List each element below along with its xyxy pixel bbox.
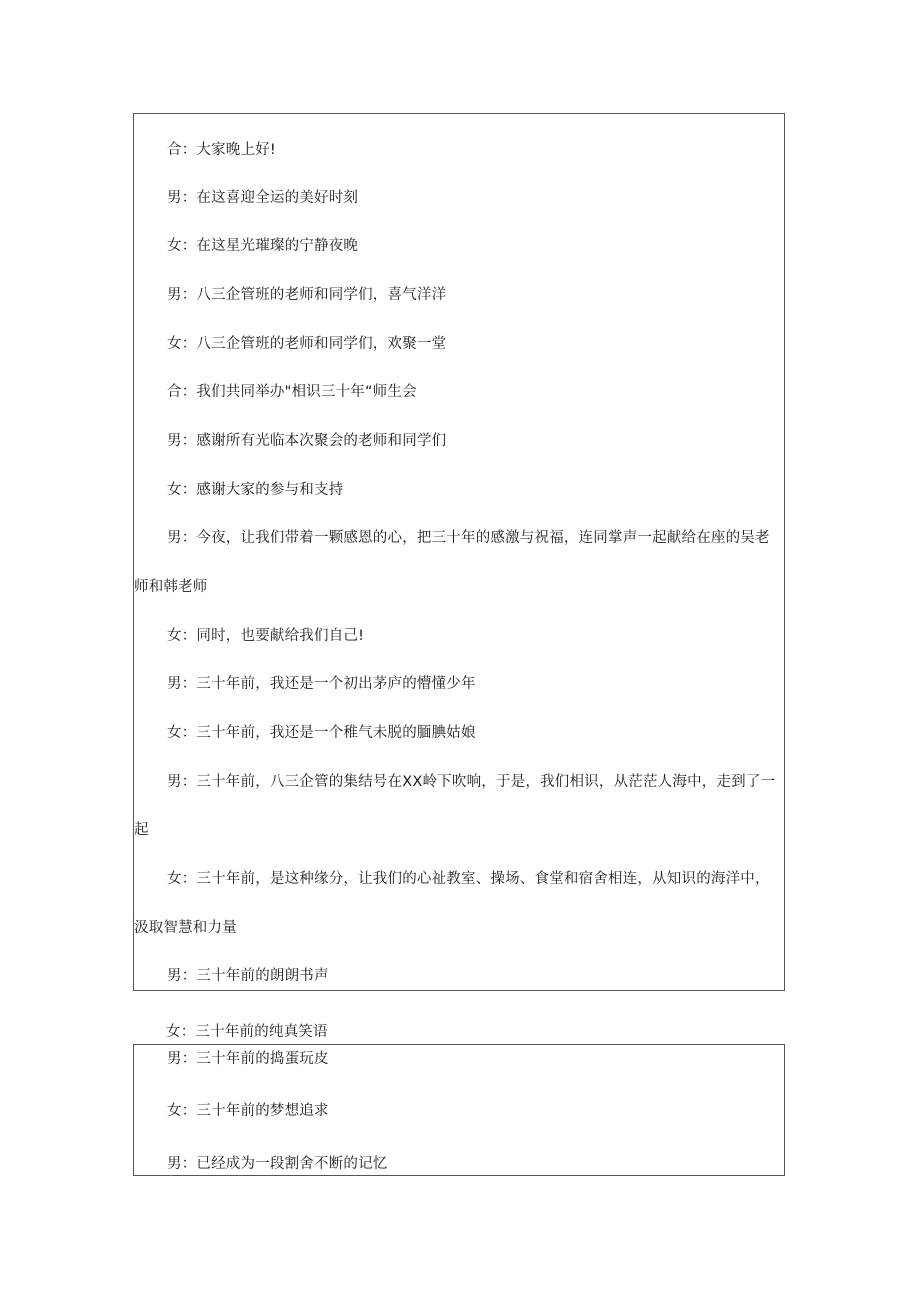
dialogue-line: 男：已经成为一段割舍不断的记忆: [167, 1156, 388, 1172]
dialogue-line: 女：三十年前，是这种缘分，让我们的心祉教室、操场、食堂和宿舍相连，从知识的海洋中，: [167, 871, 770, 887]
dialogue-box-2: [133, 1044, 785, 1176]
dialogue-line: 男：今夜，让我们带着一颗感恩的心，把三十年的感激与祝福，连同掌声一起献给在座的吴老: [167, 530, 770, 546]
dialogue-line: 男：八三企管班的老师和同学们，喜气洋洋: [167, 287, 447, 303]
dialogue-line: 女：同时，也要献给我们自己!: [167, 628, 365, 644]
dialogue-line-continuation: 起: [134, 822, 149, 838]
dialogue-line: 女：三十年前，我还是一个稚气未脱的腼腆姑娘: [167, 725, 476, 741]
dialogue-line: 女：在这星光璀璨的宁静夜晚: [167, 238, 359, 254]
dialogue-line: 女：三十年前的梦想追求: [167, 1103, 329, 1119]
dialogue-box-1: [133, 113, 785, 991]
dialogue-line: 男：在这喜迎全运的美好时刻: [167, 190, 359, 206]
dialogue-line-continuation: 师和韩老师: [134, 579, 208, 595]
dialogue-line-continuation: 汲取智慧和力量: [134, 920, 237, 936]
dialogue-line: 男：感谢所有光临本次聚会的老师和同学们: [167, 433, 447, 449]
dialogue-line: 男：三十年前，八三企管的集结号在XX岭下吹响，于是，我们相识，从茫茫人海中，走到了一: [167, 774, 776, 790]
dialogue-line: 合：大家晚上好!: [167, 142, 276, 158]
dialogue-line: 男：三十年前的捣蛋玩皮: [167, 1051, 329, 1067]
dialogue-line: 男：三十年前，我还是一个初出茅庐的懵懂少年: [167, 676, 476, 692]
dialogue-line: 男：三十年前的朗朗书声: [167, 968, 329, 984]
dialogue-line-between-boxes: 女：三十年前的纯真笑语: [166, 1024, 328, 1040]
dialogue-line: 女：八三企管班的老师和同学们，欢聚一堂: [167, 336, 447, 352]
dialogue-line: 女：感谢大家的参与和支持: [167, 482, 344, 498]
dialogue-line: 合：我们共同举办"相识三十年“师生会: [167, 384, 417, 400]
